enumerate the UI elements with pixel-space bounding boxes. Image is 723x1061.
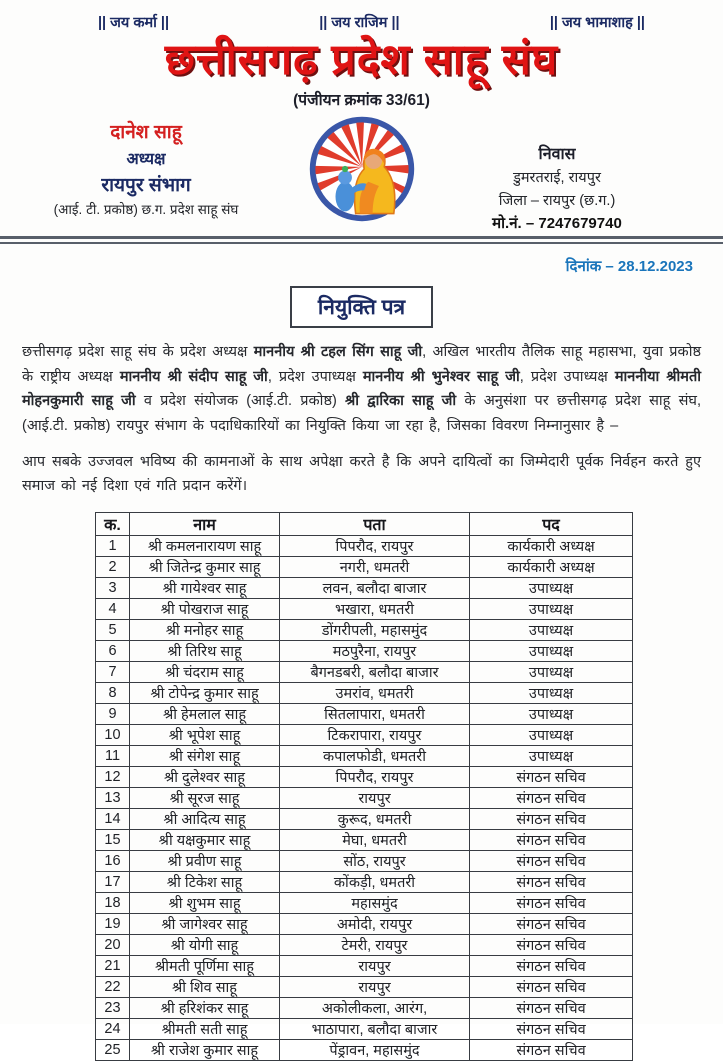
table-cell-sn: 1 <box>96 535 130 556</box>
table-cell-name: श्री आदित्य साहू <box>130 808 280 829</box>
table-cell-name: श्री राजेश कुमार साहू <box>130 1039 280 1060</box>
table-cell-name: श्री सूरज साहू <box>130 787 280 808</box>
table-row <box>96 1039 633 1060</box>
officials-table-body <box>96 535 633 1060</box>
intro-paragraph <box>0 340 723 437</box>
table-row <box>96 703 633 724</box>
para1-run-bold: माननीय श्री भुनेश्वर साहू जी <box>362 368 520 385</box>
para1-run: , प्रदेश उपाध्यक्ष <box>267 368 363 385</box>
table-cell-sn: 17 <box>96 871 130 892</box>
table-cell-sn: 18 <box>96 892 130 913</box>
table-cell-sn: 20 <box>96 934 130 955</box>
column-header-serial: क. <box>96 512 130 535</box>
table-cell-name: श्री मनोहर साहू <box>130 619 280 640</box>
table-cell-sn: 14 <box>96 808 130 829</box>
table-cell-address: सोंठ, रायपुर <box>280 850 470 871</box>
table-cell-post: उपाध्यक्ष <box>470 724 633 745</box>
table-cell-name: श्री हरिशंकर साहू <box>130 997 280 1018</box>
table-cell-sn: 15 <box>96 829 130 850</box>
table-cell-post: संगठन सचिव <box>470 829 633 850</box>
table-cell-sn: 10 <box>96 724 130 745</box>
table-cell-name: श्री हेमलाल साहू <box>130 703 280 724</box>
table-cell-post: संगठन सचिव <box>470 787 633 808</box>
table-cell-name: श्री पोखराज साहू <box>130 598 280 619</box>
date-value: 28.12.2023 <box>617 258 693 276</box>
para1-run: छत्तीसगढ़ प्रदेश साहू संघ के प्रदेश अध्यक्ष <box>22 344 254 361</box>
table-cell-name: श्री शुभम साहू <box>130 892 280 913</box>
table-cell-sn: 5 <box>96 619 130 640</box>
table-cell-name: श्री दुलेश्वर साहू <box>130 766 280 787</box>
table-cell-sn: 7 <box>96 661 130 682</box>
table-cell-name: श्री टिकेश साहू <box>130 871 280 892</box>
table-cell-sn: 16 <box>96 850 130 871</box>
para1-run: के अनुसंशा पर छत्तीसगढ़ प्रदेश साहू संघ, (आई.टी. प्रकोष्ठ) रायपुर संभाग के पदाधिकारियों का नियुक्ति किया जा रहा है, जिसका विवरण निम्नानुसार है – <box>22 393 701 434</box>
table-row <box>96 1018 633 1039</box>
table-cell-address: मठपुरैना, रायपुर <box>280 640 470 661</box>
table-cell-post: संगठन सचिव <box>470 913 633 934</box>
logo-container <box>292 116 432 222</box>
table-cell-post: उपाध्यक्ष <box>470 577 633 598</box>
para1-run-bold: श्री द्वारिका साहू जी <box>345 393 457 410</box>
table-cell-post: संगठन सचिव <box>470 955 633 976</box>
table-row <box>96 955 633 976</box>
wishes-paragraph: आप सबके उज्जवल भविष्य की कामनाओं के साथ अपेक्षा करते है कि अपने दायित्वों का जिम्मेदारी पूर्वक निर्वहन करते हुए समाज को नई दिशा एवं गति प्रदान करेंगें। <box>22 453 701 495</box>
table-cell-sn: 2 <box>96 556 130 577</box>
registration-number: (पंजीयन क्रमांक 33/61) <box>293 92 430 110</box>
president-block <box>0 116 292 218</box>
table-row <box>96 619 633 640</box>
table-cell-post: कार्यकारी अध्यक्ष <box>470 556 633 577</box>
table-cell-post: संगठन सचिव <box>470 1018 633 1039</box>
table-cell-sn: 19 <box>96 913 130 934</box>
table-cell-address: कोंकड़ी, धमतरी <box>280 871 470 892</box>
letter-title: नियुक्ति पत्र <box>290 286 433 328</box>
slogan-row <box>0 0 723 32</box>
table-cell-address: रायपुर <box>280 976 470 997</box>
table-header-row <box>96 512 633 535</box>
column-header-address: पता <box>280 512 470 535</box>
table-cell-name: श्री प्रवीण साहू <box>130 850 280 871</box>
para1-run-bold: माननीया श्रीमती मोहनकुमारी साहू जी <box>22 368 702 410</box>
table-row <box>96 787 633 808</box>
table-row <box>96 745 633 766</box>
slogan-jay-rajim: || जय राजिम || <box>319 15 400 31</box>
table-cell-name: श्री जागेश्वर साहू <box>130 913 280 934</box>
table-row <box>96 598 633 619</box>
table-cell-address: अमोदी, रायपुर <box>280 913 470 934</box>
table-cell-post: कार्यकारी अध्यक्ष <box>470 535 633 556</box>
table-cell-address: कपालफोडी, धमतरी <box>280 745 470 766</box>
table-cell-address: पिपरौद, रायपुर <box>280 766 470 787</box>
header-divider <box>0 236 723 244</box>
table-cell-address: भखारा, धमतरी <box>280 598 470 619</box>
mobile-number: 7247679740 <box>538 215 622 233</box>
organization-title: छत्तीसगढ़ प्रदेश साहू संघ <box>164 36 559 84</box>
para1-run-bold: माननीय श्री टहल सिंग साहू जी <box>253 344 423 361</box>
mata-karma-emblem-icon <box>309 116 415 222</box>
table-cell-address: पेंड्रावन, महासमुंद <box>280 1039 470 1060</box>
table-cell-name: श्री शिव साहू <box>130 976 280 997</box>
table-cell-sn: 4 <box>96 598 130 619</box>
table-cell-sn: 11 <box>96 745 130 766</box>
table-cell-sn: 21 <box>96 955 130 976</box>
table-cell-name: श्रीमती पूर्णिमा साहू <box>130 955 280 976</box>
table-cell-sn: 6 <box>96 640 130 661</box>
table-cell-post: संगठन सचिव <box>470 934 633 955</box>
table-cell-sn: 25 <box>96 1039 130 1060</box>
table-cell-sn: 23 <box>96 997 130 1018</box>
table-row <box>96 661 633 682</box>
table-cell-name: श्री तिरिथ साहू <box>130 640 280 661</box>
table-cell-name: श्री योगी साहू <box>130 934 280 955</box>
table-cell-address: लवन, बलौदा बाजार <box>280 577 470 598</box>
table-cell-name: श्री जितेन्द्र कुमार साहू <box>130 556 280 577</box>
table-cell-address: रायपुर <box>280 955 470 976</box>
table-row <box>96 577 633 598</box>
residence-address-line1: डुमरतराई, रायपुर <box>513 170 601 187</box>
table-row <box>96 997 633 1018</box>
table-cell-address: बैगनडबरी, बलौदा बाजार <box>280 661 470 682</box>
table-cell-name: श्री संगेश साहू <box>130 745 280 766</box>
table-row <box>96 640 633 661</box>
table-cell-address: डोंगरीपली, महासमुंद <box>280 619 470 640</box>
table-cell-name: श्री गायेश्वर साहू <box>130 577 280 598</box>
date-label: दिनांक – <box>565 258 614 276</box>
para1-run: , प्रदेश उपाध्यक्ष <box>519 368 615 385</box>
table-cell-sn: 8 <box>96 682 130 703</box>
table-cell-post: उपाध्यक्ष <box>470 703 633 724</box>
mobile-label: मो.नं. – <box>492 215 535 233</box>
table-cell-address: नगरी, धमतरी <box>280 556 470 577</box>
table-cell-post: उपाध्यक्ष <box>470 640 633 661</box>
table-cell-sn: 3 <box>96 577 130 598</box>
table-row <box>96 850 633 871</box>
table-cell-post: संगठन सचिव <box>470 1039 633 1060</box>
table-cell-sn: 13 <box>96 787 130 808</box>
slogan-jay-bhamashah: || जय भामाशाह || <box>549 15 645 31</box>
president-title: अध्यक्ष <box>126 151 166 169</box>
table-cell-sn: 12 <box>96 766 130 787</box>
table-cell-post: संगठन सचिव <box>470 892 633 913</box>
residence-label: निवास <box>538 146 576 164</box>
table-row <box>96 766 633 787</box>
table-row <box>96 976 633 997</box>
table-cell-address: सितलापारा, धमतरी <box>280 703 470 724</box>
table-cell-name: श्री यक्षकुमार साहू <box>130 829 280 850</box>
table-cell-post: संगठन सचिव <box>470 997 633 1018</box>
letterhead-info-row <box>0 116 723 233</box>
para1-run-bold: माननीय श्री संदीप साहू जी <box>119 368 268 385</box>
table-cell-post: उपाध्यक्ष <box>470 598 633 619</box>
table-cell-address: उमरांव, धमतरी <box>280 682 470 703</box>
table-cell-address: रायपुर <box>280 787 470 808</box>
residence-block <box>432 116 682 233</box>
table-cell-address: भाठापारा, बलौदा बाजार <box>280 1018 470 1039</box>
slogan-jay-karma: || जय कर्मा || <box>98 15 170 31</box>
table-cell-address: टिकरापारा, रायपुर <box>280 724 470 745</box>
table-row <box>96 829 633 850</box>
table-cell-post: संगठन सचिव <box>470 850 633 871</box>
table-cell-address: कुरूद, धमतरी <box>280 808 470 829</box>
table-cell-address: टेमरी, रायपुर <box>280 934 470 955</box>
table-cell-sn: 9 <box>96 703 130 724</box>
table-cell-post: उपाध्यक्ष <box>470 745 633 766</box>
table-cell-post: उपाध्यक्ष <box>470 682 633 703</box>
president-division: रायपुर संभाग <box>101 175 191 197</box>
column-header-post: पद <box>470 512 633 535</box>
table-cell-post: संगठन सचिव <box>470 808 633 829</box>
table-cell-post: उपाध्यक्ष <box>470 661 633 682</box>
table-row <box>96 724 633 745</box>
table-cell-name: श्री भूपेश साहू <box>130 724 280 745</box>
para1-run: , अखिल भारतीय तैलिक साहू महासभा, युवा प्रकोष्ठ के राष्ट्रीय अध्यक्ष <box>22 344 701 385</box>
table-cell-name: श्री टोपेन्द्र कुमार साहू <box>130 682 280 703</box>
letter-title-wrap <box>0 286 723 328</box>
mobile-number-line <box>432 213 682 233</box>
para1-run: व प्रदेश संयोजक (आई.टी. प्रकोष्ठ) <box>135 393 346 410</box>
table-row <box>96 535 633 556</box>
table-cell-name: श्री कमलनारायण साहू <box>130 535 280 556</box>
table-row <box>96 934 633 955</box>
table-cell-address: मेघा, धमतरी <box>280 829 470 850</box>
table-cell-name: श्री चंदराम साहू <box>130 661 280 682</box>
officials-table <box>95 512 633 1061</box>
table-cell-sn: 22 <box>96 976 130 997</box>
table-cell-post: उपाध्यक्ष <box>470 619 633 640</box>
table-cell-address: पिपरौद, रायपुर <box>280 535 470 556</box>
table-cell-address: अकोलीकला, आरंग, <box>280 997 470 1018</box>
table-cell-address: महासमुंद <box>280 892 470 913</box>
president-unit: (आई. टी. प्रकोष्ठ) छ.ग. प्रदेश साहू संघ <box>53 202 239 218</box>
table-cell-post: संगठन सचिव <box>470 976 633 997</box>
table-row <box>96 871 633 892</box>
column-header-name: नाम <box>130 512 280 535</box>
date-line <box>0 244 723 276</box>
residence-address-line2: जिला – रायपुर (छ.ग.) <box>498 193 616 210</box>
table-cell-sn: 24 <box>96 1018 130 1039</box>
table-row <box>96 913 633 934</box>
table-cell-post: संगठन सचिव <box>470 766 633 787</box>
table-row <box>96 556 633 577</box>
table-cell-name: श्रीमती सती साहू <box>130 1018 280 1039</box>
table-cell-post: संगठन सचिव <box>470 871 633 892</box>
table-row <box>96 892 633 913</box>
table-row <box>96 808 633 829</box>
president-name: दानेश साहू <box>110 122 182 144</box>
table-row <box>96 682 633 703</box>
